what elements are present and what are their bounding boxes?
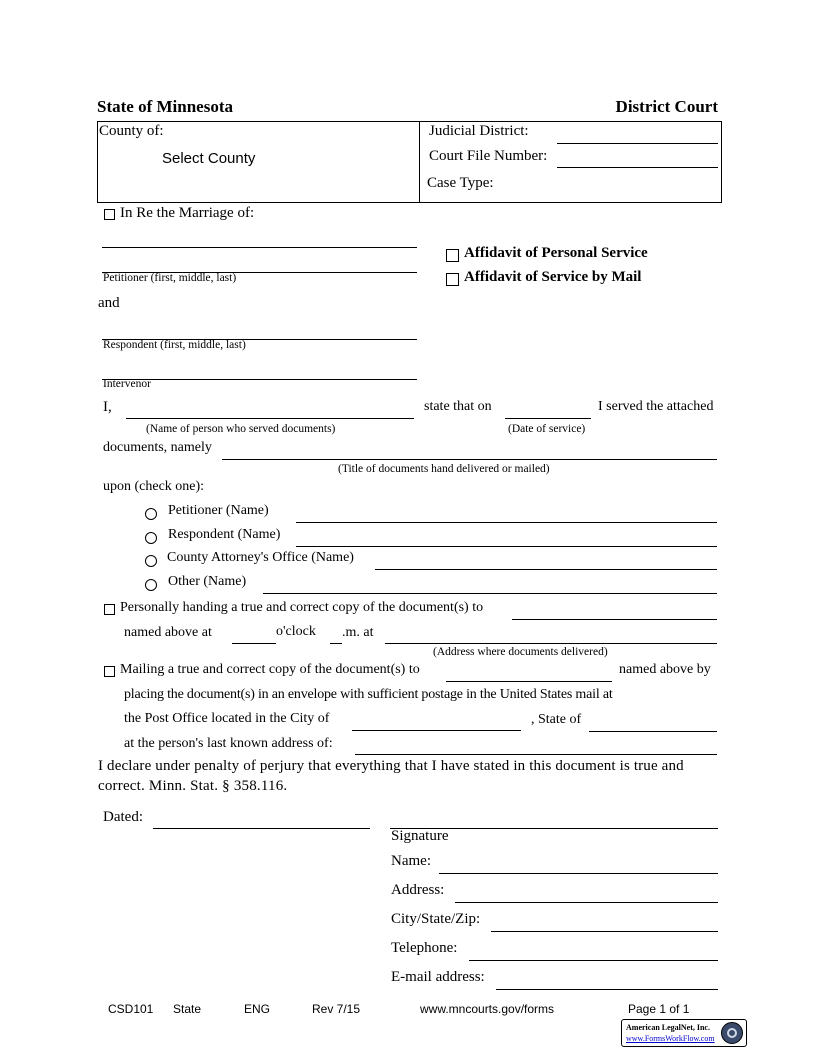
hour-field[interactable] xyxy=(232,643,276,644)
email-label: E-mail address: xyxy=(391,969,485,985)
server-name-caption: (Name of person who served documents) xyxy=(146,423,336,435)
declaration-line-2: correct. Minn. Stat. § 358.116. xyxy=(98,778,288,794)
delivery-address-caption: (Address where documents delivered) xyxy=(433,646,608,658)
respondent-radio[interactable] xyxy=(145,532,157,544)
affidavit-mail-label: Affidavit of Service by Mail xyxy=(464,269,642,285)
and-label: and xyxy=(98,295,120,311)
signer-name-field[interactable] xyxy=(439,873,718,874)
personal-service-text: Personally handing a true and correct copy of the document(s) to xyxy=(120,600,484,615)
county-label: County of: xyxy=(99,123,164,139)
signer-city-state-zip-field[interactable] xyxy=(491,931,718,932)
respondent-radio-label: Respondent (Name) xyxy=(168,527,281,542)
county-attorney-name-field[interactable] xyxy=(375,569,717,570)
state-that-on-label: state that on xyxy=(424,399,492,414)
in-re-marriage-label: In Re the Marriage of: xyxy=(120,205,255,221)
respondent-caption: Respondent (first, middle, last) xyxy=(103,339,246,351)
footer-page-number: Page 1 of 1 xyxy=(628,1002,690,1016)
dated-label: Dated: xyxy=(103,809,143,825)
document-title-field[interactable] xyxy=(222,459,717,460)
name-label: Name: xyxy=(391,853,431,869)
state-of-label: , State of xyxy=(531,712,582,727)
last-known-address-field[interactable] xyxy=(355,754,717,755)
dated-field[interactable] xyxy=(153,828,370,829)
court-file-number-field[interactable] xyxy=(557,167,718,168)
forms-workflow-badge[interactable] xyxy=(621,1019,747,1047)
last-known-address-label: at the person's last known address of: xyxy=(124,736,333,751)
address-label: Address: xyxy=(391,882,445,898)
other-name-field[interactable] xyxy=(263,593,717,594)
affidavit-personal-checkbox[interactable] xyxy=(446,249,459,262)
oclock-label: o'clock xyxy=(276,624,316,639)
other-radio[interactable] xyxy=(145,579,157,591)
m-at-label: .m. at xyxy=(342,625,374,640)
in-re-marriage-checkbox[interactable] xyxy=(104,209,115,220)
post-office-label: the Post Office located in the City of xyxy=(124,711,330,726)
footer-revision: Rev 7/15 xyxy=(312,1002,361,1016)
mail-recipient-field[interactable] xyxy=(446,681,612,682)
post-office-city-field[interactable] xyxy=(352,730,521,731)
court-file-number-label: Court File Number: xyxy=(429,148,548,164)
signer-telephone-field[interactable] xyxy=(469,960,718,961)
badge-company: American LegalNet, Inc. xyxy=(626,1023,710,1032)
footer-website: www.mncourts.gov/forms xyxy=(420,1002,555,1016)
am-pm-field[interactable] xyxy=(330,643,342,644)
intervenor-caption: Intervenor xyxy=(103,378,151,390)
footer-form-id: CSD101 xyxy=(108,1002,154,1016)
globe-logo-icon xyxy=(721,1022,743,1044)
declaration-line-1: I declare under penalty of perjury that everything that I have stated in this document is true and xyxy=(98,758,684,774)
mail-service-text: Mailing a true and correct copy of the document(s) to xyxy=(120,662,420,677)
signer-email-field[interactable] xyxy=(496,989,718,990)
personal-service-checkbox[interactable] xyxy=(104,604,115,615)
state-heading: State of Minnesota xyxy=(97,97,233,116)
service-date-field[interactable] xyxy=(505,418,591,419)
petitioner-caption: Petitioner (first, middle, last) xyxy=(103,272,237,284)
petitioner-field-line-1[interactable] xyxy=(102,247,417,248)
judicial-district-label: Judicial District: xyxy=(429,123,529,139)
signature-label: Signature xyxy=(391,828,449,844)
judicial-district-field[interactable] xyxy=(557,143,718,144)
mail-service-checkbox[interactable] xyxy=(104,666,115,677)
footer-type: State xyxy=(173,1002,202,1016)
affidavit-mail-checkbox[interactable] xyxy=(446,273,459,286)
named-above-by-label: named above by xyxy=(619,662,711,677)
telephone-label: Telephone: xyxy=(391,940,458,956)
delivery-address-field[interactable] xyxy=(385,643,717,644)
document-title-caption: (Title of documents hand delivered or mailed) xyxy=(338,463,550,475)
named-above-at-label: named above at xyxy=(124,625,212,640)
caption-divider xyxy=(419,121,420,203)
petitioner-name-field[interactable] xyxy=(296,522,717,523)
respondent-name-field[interactable] xyxy=(296,546,717,547)
county-select[interactable]: Select County xyxy=(162,150,256,167)
petitioner-radio[interactable] xyxy=(145,508,157,520)
county-attorney-radio-label: County Attorney's Office (Name) xyxy=(167,550,354,565)
served-attached-label: I served the attached xyxy=(598,399,714,414)
county-attorney-radio[interactable] xyxy=(145,555,157,567)
petitioner-radio-label: Petitioner (Name) xyxy=(168,503,269,518)
other-radio-label: Other (Name) xyxy=(168,574,247,589)
city-state-zip-label: City/State/Zip: xyxy=(391,911,481,927)
server-name-field[interactable] xyxy=(126,418,414,419)
placing-text: placing the document(s) in an envelope with sufficient postage in the United States mail at xyxy=(124,687,613,702)
court-heading: District Court xyxy=(615,97,718,116)
personal-service-recipient-field[interactable] xyxy=(512,619,717,620)
i-label: I, xyxy=(103,399,112,415)
documents-namely-label: documents, namely xyxy=(103,440,212,455)
footer-language: ENG xyxy=(244,1002,271,1016)
affidavit-personal-label: Affidavit of Personal Service xyxy=(464,245,648,261)
upon-label: upon (check one): xyxy=(103,479,205,494)
case-type-label: Case Type: xyxy=(427,175,494,191)
signer-address-field[interactable] xyxy=(455,902,718,903)
service-date-caption: (Date of service) xyxy=(508,423,586,435)
post-office-state-field[interactable] xyxy=(589,731,717,732)
badge-url-link[interactable]: www.FormsWorkFlow.com xyxy=(626,1034,715,1043)
